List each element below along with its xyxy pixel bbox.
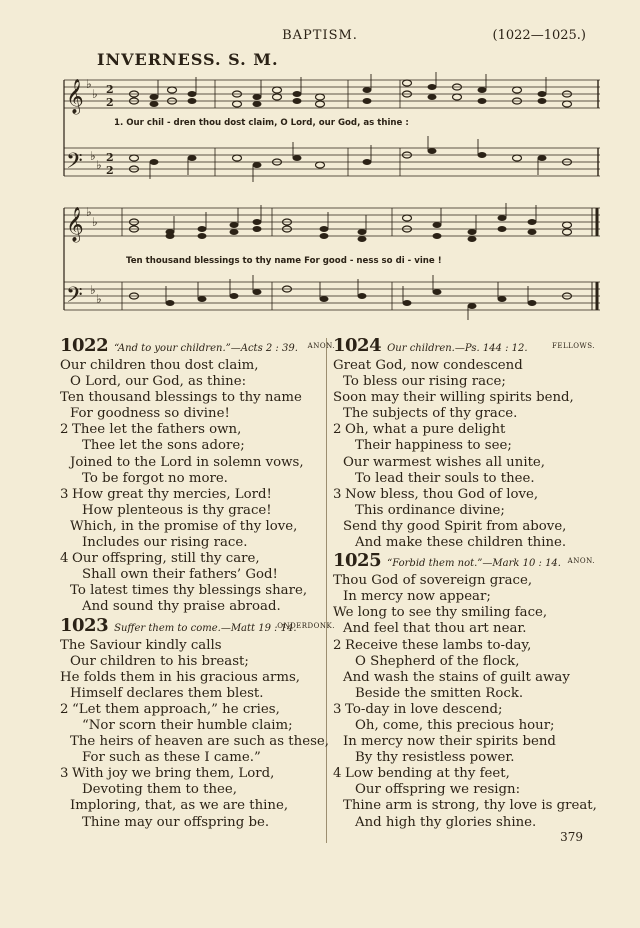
verse-line: In mercy now their spirits bend	[343, 734, 556, 750]
verse-line: Our warmest wishes all unite,	[343, 454, 546, 470]
svg-text:♭: ♭	[86, 205, 92, 219]
verse-line: Receive these lambs to-day,	[345, 637, 532, 653]
page-number: 379	[560, 830, 583, 844]
verse-line: To latest times thy blessings share,	[70, 583, 308, 599]
hymn-number: 1022	[60, 335, 109, 356]
verse-number: 4	[333, 766, 342, 782]
verse-line: “Nor scorn their humble claim;	[82, 717, 293, 733]
hymn-author: FELLOWS.	[552, 342, 595, 350]
svg-text:♭: ♭	[86, 77, 92, 91]
hymn-number: 1024	[333, 335, 382, 356]
verse-line: Our children to his breast;	[70, 653, 249, 669]
verse-line: For goodness so divine!	[70, 406, 230, 422]
verse-line: O Lord, our God, as thine:	[70, 374, 247, 390]
verse-line: Thee let the fathers own,	[72, 422, 242, 438]
svg-text:𝄞: 𝄞	[66, 79, 84, 114]
verse-number: 2	[60, 701, 69, 717]
hymn-author: ANON.	[567, 557, 595, 566]
verse-line: Joined to the Lord in solemn vows,	[70, 454, 304, 470]
verse-line: For such as these I came.”	[82, 750, 261, 766]
verse-line: And feel that thou art near.	[343, 621, 527, 637]
hymn-reference: Our children.—Ps. 144 : 12.	[387, 343, 528, 354]
verse-line: Soon may their willing spirits bend,	[333, 390, 574, 406]
hymn-1025	[333, 550, 597, 831]
verse-line: This ordinance divine;	[355, 502, 505, 518]
verse-line: And wash the stains of guilt away	[343, 669, 570, 685]
verse-line: Our offspring, still thy care,	[72, 551, 260, 567]
verse-line: Thee let the sons adore;	[82, 438, 245, 454]
hymn-author: ANON.	[307, 342, 335, 350]
verse-number: 2	[333, 637, 342, 653]
left-column	[60, 335, 335, 833]
svg-text:♭: ♭	[92, 215, 98, 229]
hymn-number: 1025	[333, 550, 382, 572]
verse-line: Shall own their fathers’ God!	[82, 567, 278, 583]
verse-line: To-day in love descend;	[345, 701, 503, 717]
verse-number: 2	[333, 422, 342, 438]
verse-number: 3	[333, 486, 342, 502]
verse-line: Great God, now condescend	[333, 358, 523, 373]
verse-line: Thine may our offspring be.	[82, 814, 270, 830]
verse-line: Now bless, thou God of love,	[345, 486, 539, 502]
verse-line: In mercy now appear;	[343, 589, 491, 605]
hymn-author: ONDERDONK.	[277, 621, 335, 630]
music-system-2	[62, 202, 602, 326]
verse-line: How great thy mercies, Lord!	[72, 486, 272, 502]
verse-line: And high thy glories shine.	[355, 814, 537, 830]
svg-text:2: 2	[106, 164, 114, 177]
right-column	[333, 335, 597, 833]
hymn-number: 1023	[60, 614, 109, 636]
verse-line: Send thy good Spirit from above,	[343, 518, 567, 534]
svg-text:𝄢: 𝄢	[66, 149, 83, 179]
hymn-reference: Suffer them to come.—Matt 19 : 14.	[114, 622, 297, 634]
verse-line: Which, in the promise of thy love,	[70, 518, 298, 534]
svg-text:♭: ♭	[96, 158, 102, 172]
verse-number: 3	[60, 486, 69, 502]
verse-line: Ten thousand blessings to thy name	[60, 390, 302, 406]
music-lyrics-line-1: 1. Our chil - dren thou dost claim, O Lord, our God, as thine :	[114, 118, 409, 128]
hymn-reference: “Forbid them not.”—Mark 10 : 14.	[387, 558, 561, 570]
verse-line: The subjects of thy grace.	[343, 406, 518, 422]
verse-line: Includes our rising race.	[82, 535, 248, 551]
verse-line: Thine arm is strong, thy love is great,	[343, 798, 597, 814]
verse-line: “Let them approach,” he cries,	[72, 701, 280, 717]
svg-text:𝄢: 𝄢	[66, 283, 83, 313]
hymn-range: (1022—1025.)	[492, 28, 586, 43]
hymn-1023	[60, 614, 335, 831]
verse-line: And make these children thine.	[355, 535, 567, 551]
verse-line: Their happiness to see;	[355, 438, 512, 454]
verse-number: 2	[60, 422, 69, 438]
verse-line: Low bending at thy feet,	[345, 766, 510, 782]
verse-line: With joy we bring them, Lord,	[72, 766, 275, 782]
staff-system-1	[62, 72, 602, 192]
svg-text:𝄞: 𝄞	[66, 207, 84, 242]
verse-line: And sound thy praise abroad.	[82, 599, 281, 615]
svg-text:♭: ♭	[92, 87, 98, 101]
verse-line: By thy resistless power.	[355, 750, 515, 766]
verse-line: The heirs of heaven are such as these,	[70, 734, 329, 750]
verse-line: Oh, come, this precious hour;	[355, 717, 555, 733]
verse-line: Our children thou dost claim,	[60, 358, 259, 373]
hymn-reference: “And to your children.”—Acts 2 : 39.	[114, 343, 298, 354]
music-lyrics-line-2: Ten thousand blessings to thy name For good - ness so di - vine !	[126, 256, 442, 266]
verse-line: Thou God of sovereign grace,	[333, 573, 533, 589]
verse-line: We long to see thy smiling face,	[333, 605, 548, 621]
music-system-1	[62, 72, 602, 192]
svg-text:2: 2	[106, 151, 114, 164]
verse-line: Beside the smitten Rock.	[355, 685, 524, 701]
svg-text:2: 2	[106, 83, 114, 96]
svg-text:♭: ♭	[96, 292, 102, 306]
svg-text:♭: ♭	[90, 149, 96, 163]
svg-text:♭: ♭	[90, 283, 96, 297]
verse-line: To lead their souls to thee.	[355, 470, 535, 486]
verse-line: The Saviour kindly calls	[60, 637, 222, 653]
tune-title: INVERNESS. S. M.	[97, 50, 279, 69]
verse-line: To bless our rising race;	[343, 374, 506, 390]
hymn-1022	[60, 335, 335, 616]
verse-line: Our offspring we resign:	[355, 782, 521, 798]
verse-line: Oh, what a pure delight	[345, 422, 506, 438]
verse-line: How plenteous is thy grace!	[82, 502, 272, 518]
section-title: BAPTISM.	[282, 28, 358, 43]
verse-number: 4	[60, 551, 69, 567]
verse-number: 3	[333, 701, 342, 717]
verse-line: To be forgot no more.	[82, 470, 228, 486]
svg-text:2: 2	[106, 96, 114, 109]
verse-number: 3	[60, 766, 69, 782]
verse-line: Devoting them to thee,	[82, 782, 238, 798]
hymn-1024	[333, 335, 595, 551]
verse-line: He folds them in his gracious arms,	[60, 669, 301, 685]
verse-line: Himself declares them blest.	[70, 685, 264, 701]
verse-line: Imploring, that, as we are thine,	[70, 798, 289, 814]
verse-line: O Shepherd of the flock,	[355, 653, 520, 669]
